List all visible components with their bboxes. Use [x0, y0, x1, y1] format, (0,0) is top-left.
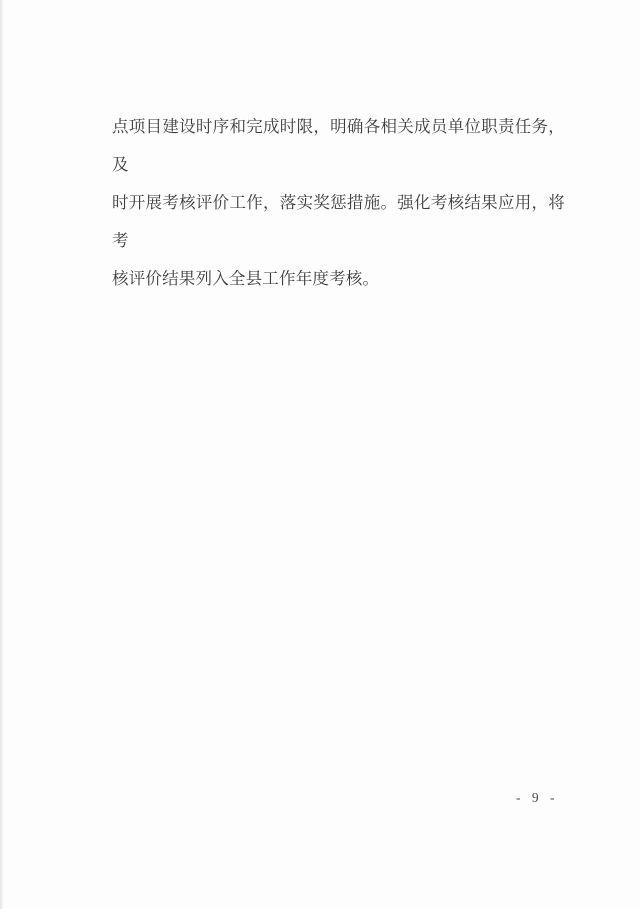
- body-text-line-2: 时开展考核评价工作，落实奖惩措施。强化考核结果应用，将考: [112, 193, 565, 250]
- scan-edge-artifact: [0, 0, 4, 909]
- body-paragraph: [112, 108, 565, 298]
- page-number: - 9 -: [516, 790, 559, 805]
- body-text-line-1: 点项目建设时序和完成时限，明确各相关成员单位职责任务，及: [112, 117, 565, 174]
- body-text-line-3: 核评价结果列入全县工作年度考核。: [112, 269, 380, 288]
